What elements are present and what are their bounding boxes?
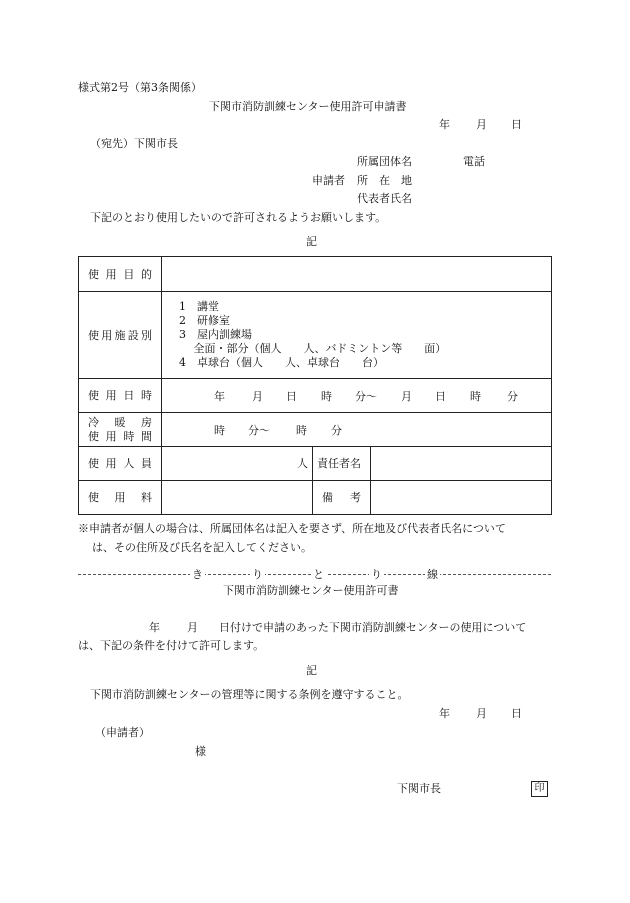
facility-option: 3 屋内訓練場 <box>179 328 252 341</box>
form-number: 様式第2号（第3条関係） <box>78 81 202 94</box>
permit-condition: 下関市消防訓練センターの管理等に関する条例を遵守すること。 <box>90 688 409 701</box>
purpose-field[interactable] <box>162 257 552 292</box>
facility-option: 1 講堂 <box>179 300 219 313</box>
people-unit: 人 <box>297 457 308 470</box>
phone-label: 電話 <box>463 155 485 168</box>
permit-date-day: 日 <box>511 707 522 720</box>
fee-label: 使用料 <box>79 481 162 515</box>
remarks-field[interactable] <box>371 481 552 515</box>
facility-option: 全面・部分（個人 人、バドミントン等 面） <box>179 342 447 355</box>
facility-option: 4 卓球台（個人 人、卓球台 台） <box>179 356 384 369</box>
datetime-end-day: 日 <box>435 390 446 403</box>
facility-options[interactable] <box>162 292 552 379</box>
addressee: （宛先）下関市長 <box>90 137 178 150</box>
honorific-sama: 様 <box>195 745 206 758</box>
datetime-label: 使用日時 <box>79 379 162 413</box>
datetime-minute-from: 分〜 <box>355 390 377 403</box>
fee-field[interactable] <box>162 481 313 515</box>
facility-option: 2 研修室 <box>179 314 230 327</box>
permit-title: 下関市消防訓練センター使用許可書 <box>223 584 399 597</box>
hvac-hour-to: 時 <box>296 424 307 437</box>
datetime-day: 日 <box>286 390 297 403</box>
people-label: 使用人員 <box>79 447 162 481</box>
permit-ki-heading: 記 <box>306 664 317 677</box>
date-month: 月 <box>476 118 487 131</box>
permit-text-line2: は、下記の条件を付けて許可します。 <box>78 639 265 652</box>
responsible-label: 責任者名 <box>313 447 371 481</box>
hvac-hour-from: 時 <box>214 424 225 437</box>
note-line2: は、その住所及び氏名を記入してください。 <box>92 541 312 554</box>
purpose-label: 使用目的 <box>79 257 162 292</box>
application-table <box>78 256 552 515</box>
request-text: 下記のとおり使用したいので許可されるようお願いします。 <box>90 211 387 224</box>
org-name-label: 所属団体名 <box>357 155 412 168</box>
datetime-hour: 時 <box>321 390 332 403</box>
facility-label: 使用施設別 <box>79 292 162 379</box>
permit-applicant-label: （申請者） <box>95 726 150 739</box>
note-line1: ※申請者が個人の場合は、所属団体名は記入を要さず、所在地及び代表者氏名について <box>78 522 506 535</box>
address-label: 所 在 地 <box>357 174 412 187</box>
ki-heading: 記 <box>306 235 317 248</box>
datetime-year: 年 <box>214 390 225 403</box>
permit-date-year: 年 <box>439 707 450 720</box>
datetime-month: 月 <box>252 390 263 403</box>
representative-label: 代表者氏名 <box>357 192 412 205</box>
date-day: 日 <box>511 118 522 131</box>
hvac-label-line2: 使用時間 <box>88 429 152 443</box>
permit-date-month: 月 <box>476 707 487 720</box>
applicant-label: 申請者 <box>312 174 345 187</box>
datetime-end-hour: 時 <box>470 390 481 403</box>
cut-line-char: り <box>252 568 263 581</box>
form-title: 下関市消防訓練センター使用許可申請書 <box>209 100 407 113</box>
cut-line-char: き <box>192 568 203 581</box>
hvac-minute-from: 分〜 <box>248 424 270 437</box>
date-year: 年 <box>439 118 450 131</box>
datetime-end-minute: 分 <box>507 390 518 403</box>
hvac-label <box>79 413 162 447</box>
hvac-label-line1: 冷暖房 <box>88 415 152 429</box>
permit-text-line1: 日付けで申請のあった下関市消防訓練センターの使用について <box>219 621 527 634</box>
permit-month: 月 <box>187 621 198 634</box>
datetime-end-month: 月 <box>401 390 412 403</box>
hvac-minute-to: 分 <box>331 424 342 437</box>
permit-year: 年 <box>149 621 160 634</box>
hvac-time-field[interactable] <box>162 413 552 447</box>
seal-stamp: 印 <box>531 781 548 797</box>
cut-line <box>78 570 551 580</box>
cut-line-char: 線 <box>427 568 438 581</box>
cut-line-char: り <box>371 568 382 581</box>
mayor-label: 下関市長 <box>397 782 441 795</box>
cut-line-char: と <box>313 568 324 581</box>
remarks-label: 備考 <box>313 481 371 515</box>
responsible-field[interactable] <box>371 447 552 481</box>
people-field[interactable] <box>162 447 313 481</box>
datetime-field[interactable] <box>162 379 552 413</box>
